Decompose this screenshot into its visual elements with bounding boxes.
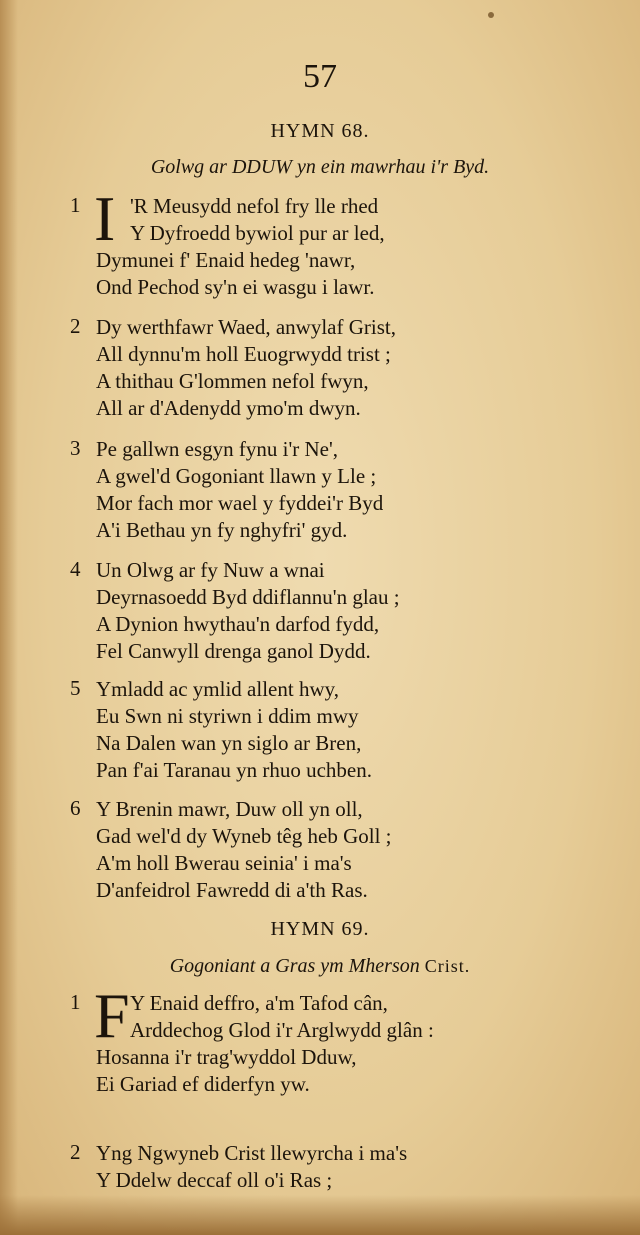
verse-line: A gwel'd Gogoniant llawn y Lle ; <box>96 464 377 488</box>
hymn-68-stanza-4 <box>70 557 630 665</box>
verse-number: 4 <box>70 557 81 581</box>
verse-line: Arddechog Glod i'r Arglwydd glân : <box>130 1018 434 1042</box>
verse-line: Un Olwg ar fy Nuw a wnai <box>96 558 325 582</box>
page-number: 57 <box>303 58 337 95</box>
verse-line: Na Dalen wan yn siglo ar Bren, <box>96 731 362 755</box>
verse-line: Ymladd ac ymlid allent hwy, <box>96 677 339 701</box>
verse-line: Eu Swn ni styriwn i ddim mwy <box>96 704 359 728</box>
verse-line: Y Ddelw deccaf oll o'i Ras ; <box>96 1168 333 1192</box>
hymn-68-stanza-1 <box>70 183 630 301</box>
verse-line: D'anfeidrol Fawredd di a'th Ras. <box>96 878 368 902</box>
verse-line: A'm holl Bwerau seinia' i ma's <box>96 851 352 875</box>
verse-line: All dynnu'm holl Euogrwydd trist ; <box>96 342 391 366</box>
hymn-69-subtitle-italic: Gogoniant a Gras ym Mherson <box>169 955 420 977</box>
verse-line: Dy werthfawr Waed, anwylaf Grist, <box>96 315 396 339</box>
verse-line: A thithau G'lommen nefol fwyn, <box>96 369 369 393</box>
hymn-69-subtitle <box>0 955 640 978</box>
verse-number: 1 <box>70 990 81 1014</box>
hymn-68-stanza-5 <box>70 676 630 784</box>
verse-number: 2 <box>70 1140 81 1164</box>
verse-line: Yng Ngwyneb Crist llewyrcha i ma's <box>96 1141 408 1165</box>
hymn-68-stanza-3 <box>70 436 630 544</box>
paper-speck <box>488 12 494 18</box>
verse-line: Y Enaid deffro, a'm Tafod cân, <box>130 991 388 1015</box>
verse-number: 3 <box>70 436 81 460</box>
verse-line: Y Dyfroedd bywiol pur ar led, <box>130 221 385 245</box>
verse-line: Dymunei f' Enaid hedeg 'nawr, <box>96 248 356 272</box>
page-bottom-stain <box>0 1195 640 1235</box>
verse-line: Pan f'ai Taranau yn rhuo uchben. <box>96 758 373 782</box>
verse-line: Ei Gariad ef diderfyn yw. <box>96 1072 310 1096</box>
hymn-69-stanza-1 <box>70 980 630 1098</box>
verse-line: Y Brenin mawr, Duw oll yn oll, <box>96 797 363 821</box>
hymn-69-subtitle-smallcaps: Crist. <box>424 956 471 976</box>
verse-line: Ond Pechod sy'n ei wasgu i lawr. <box>96 275 375 299</box>
page-edge-shadow <box>0 0 18 1235</box>
hymn-68-stanza-6 <box>70 796 630 904</box>
drop-cap: F <box>94 980 130 1051</box>
verse-line: Fel Canwyll drenga ganol Dydd. <box>96 639 371 663</box>
verse-line: A'i Bethau yn fy nghyfri' gyd. <box>96 518 348 542</box>
verse-line: A Dynion hwythau'n darfod fydd, <box>96 612 380 636</box>
verse-line: Deyrnasoedd Byd ddiflannu'n glau ; <box>96 585 400 609</box>
drop-cap: I <box>94 183 116 254</box>
hymn-68-heading: HYMN 68. <box>270 120 370 142</box>
verse-number: 6 <box>70 796 81 820</box>
verse-line: Gad wel'd dy Wyneb têg heb Goll ; <box>96 824 392 848</box>
verse-number: 1 <box>70 193 81 217</box>
hymn-68-subtitle: Golwg ar DDUW yn ein mawrhau i'r Byd. <box>150 156 490 178</box>
verse-line: Mor fach mor wael y fyddei'r Byd <box>96 491 384 515</box>
verse-number: 2 <box>70 314 81 338</box>
verse-number: 5 <box>70 676 81 700</box>
hymn-68-stanza-2 <box>70 314 630 422</box>
verse-line: Pe gallwn esgyn fynu i'r Ne', <box>96 437 339 461</box>
hymn-69-stanza-2 <box>70 1140 630 1194</box>
hymn-69-heading: HYMN 69. <box>270 918 370 940</box>
verse-line: Hosanna i'r trag'wyddol Dduw, <box>96 1045 357 1069</box>
verse-line: 'R Meusydd nefol fry lle rhed <box>130 194 379 218</box>
verse-line: All ar d'Adenydd ymo'm dwyn. <box>96 396 361 420</box>
